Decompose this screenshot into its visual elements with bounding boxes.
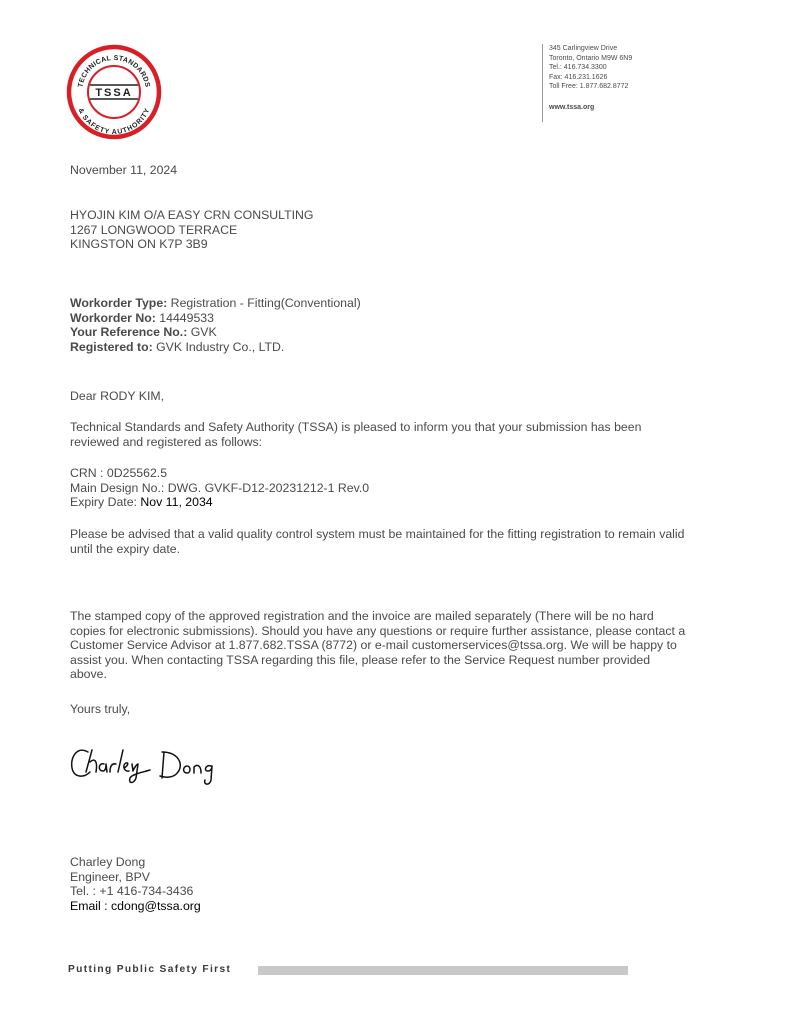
date-text: November 11, 2024 [70,163,178,177]
workorder-type-row [70,296,361,311]
crn-line: CRN : 0D25562.5 [70,466,168,480]
svg-text:TECHNICAL STANDARDS [77,55,150,88]
closing [70,702,130,717]
workorder-type-label: Workorder Type: [70,296,168,310]
registered-to-row [70,340,361,355]
address-line-1: HYOJIN KIM O/A EASY CRN CONSULTING [70,208,314,222]
expiry-label: Expiry Date: [70,495,141,509]
signer-block [70,855,201,913]
stamped-copy-paragraph [70,609,685,682]
main-design-line: Main Design No.: DWG. GVKF-D12-20231212-1 Rev.0 [70,480,370,495]
intro-line-2: reviewed and registered as follows: [70,434,263,449]
expiry-value: Nov 11, 2034 [140,495,213,509]
advice-line-2: until the expiry date. [70,541,181,556]
address-line-2: 1267 LONGWOOD TERRACE [70,222,238,237]
workorder-no-row [70,311,361,326]
contact-website[interactable]: www.tssa.org [549,103,595,111]
signer-email[interactable]: Email : cdong@tssa.org [70,898,201,913]
stamped-line-3: Customer Service Advisor at 1.877.682.TSSA (8772) or e-mail customerservices@tssa.org. We will be happy to [70,638,677,652]
workorder-type-value: Registration - Fitting(Conventional) [167,296,361,310]
registration-info [70,466,369,510]
footer-bar [258,966,628,975]
registered-to-label: Registered to: [70,339,153,354]
signer-tel: Tel. : +1 416-734-3436 [70,884,194,898]
signer-name: Charley Dong [70,855,146,869]
footer-slogan: Putting Public Safety First [68,964,232,975]
workorder-no-value: 14449533 [155,310,214,325]
reference-label: Your Reference No.: [70,325,188,339]
recipient-address [70,208,313,252]
intro-paragraph [70,420,641,449]
salutation [70,389,164,404]
contact-toll-free: Toll Free: 1.877.682.8772 [549,83,629,91]
logo-letters: TSSA [95,87,133,99]
reference-value: GVK [187,325,217,339]
workorder-details [70,296,361,354]
closing-text: Yours truly, [70,702,131,716]
contact-block [542,44,632,122]
contact-city-line: Toronto, Ontario M9W 6N9 [549,54,633,62]
address-line-3: KINGSTON ON K7P 3B9 [70,237,208,251]
signer-title: Engineer, BPV [70,869,150,884]
stamped-line-2: copies for electronic submissions). Should you have any questions or require further assistance, please contact a [70,623,686,638]
stamped-line-4: assist you. When contacting TSSA regarding this file, please refer to the Service Request number provided [70,652,651,667]
registered-to-value: GVK Industry Co., LTD. [152,339,285,354]
stamped-line-1: The stamped copy of the approved registration and the invoice are mailed separately (There will be no hard [70,609,654,623]
stamped-line-5: above. [70,667,107,681]
intro-line-1: Technical Standards and Safety Authority (TSSA) is pleased to inform you that your submission has been [70,420,642,434]
salutation-text: Dear RODY KIM, [70,389,165,403]
svg-text:& SAFETY AUTHORITY [77,107,152,136]
workorder-no-label: Workorder No: [70,310,156,325]
advice-line-1: Please be advised that a valid quality control system must be maintained for the fitting registration to remain valid [70,527,685,541]
handwritten-signature [66,738,216,794]
advice-paragraph [70,527,684,556]
tssa-logo [66,44,162,140]
expiry-line [70,495,369,510]
contact-fax: Fax: 416.231.1626 [549,73,608,81]
letter-date [70,163,177,178]
logo-ring-bottom-text: & SAFETY AUTHORITY [76,107,152,137]
reference-row [70,325,361,340]
contact-tel: Tel.: 416.734.3300 [549,64,607,72]
logo-ring-top-text: TECHNICAL STANDARDS [77,54,151,89]
contact-address-line: 345 Carlingview Drive [549,45,618,52]
